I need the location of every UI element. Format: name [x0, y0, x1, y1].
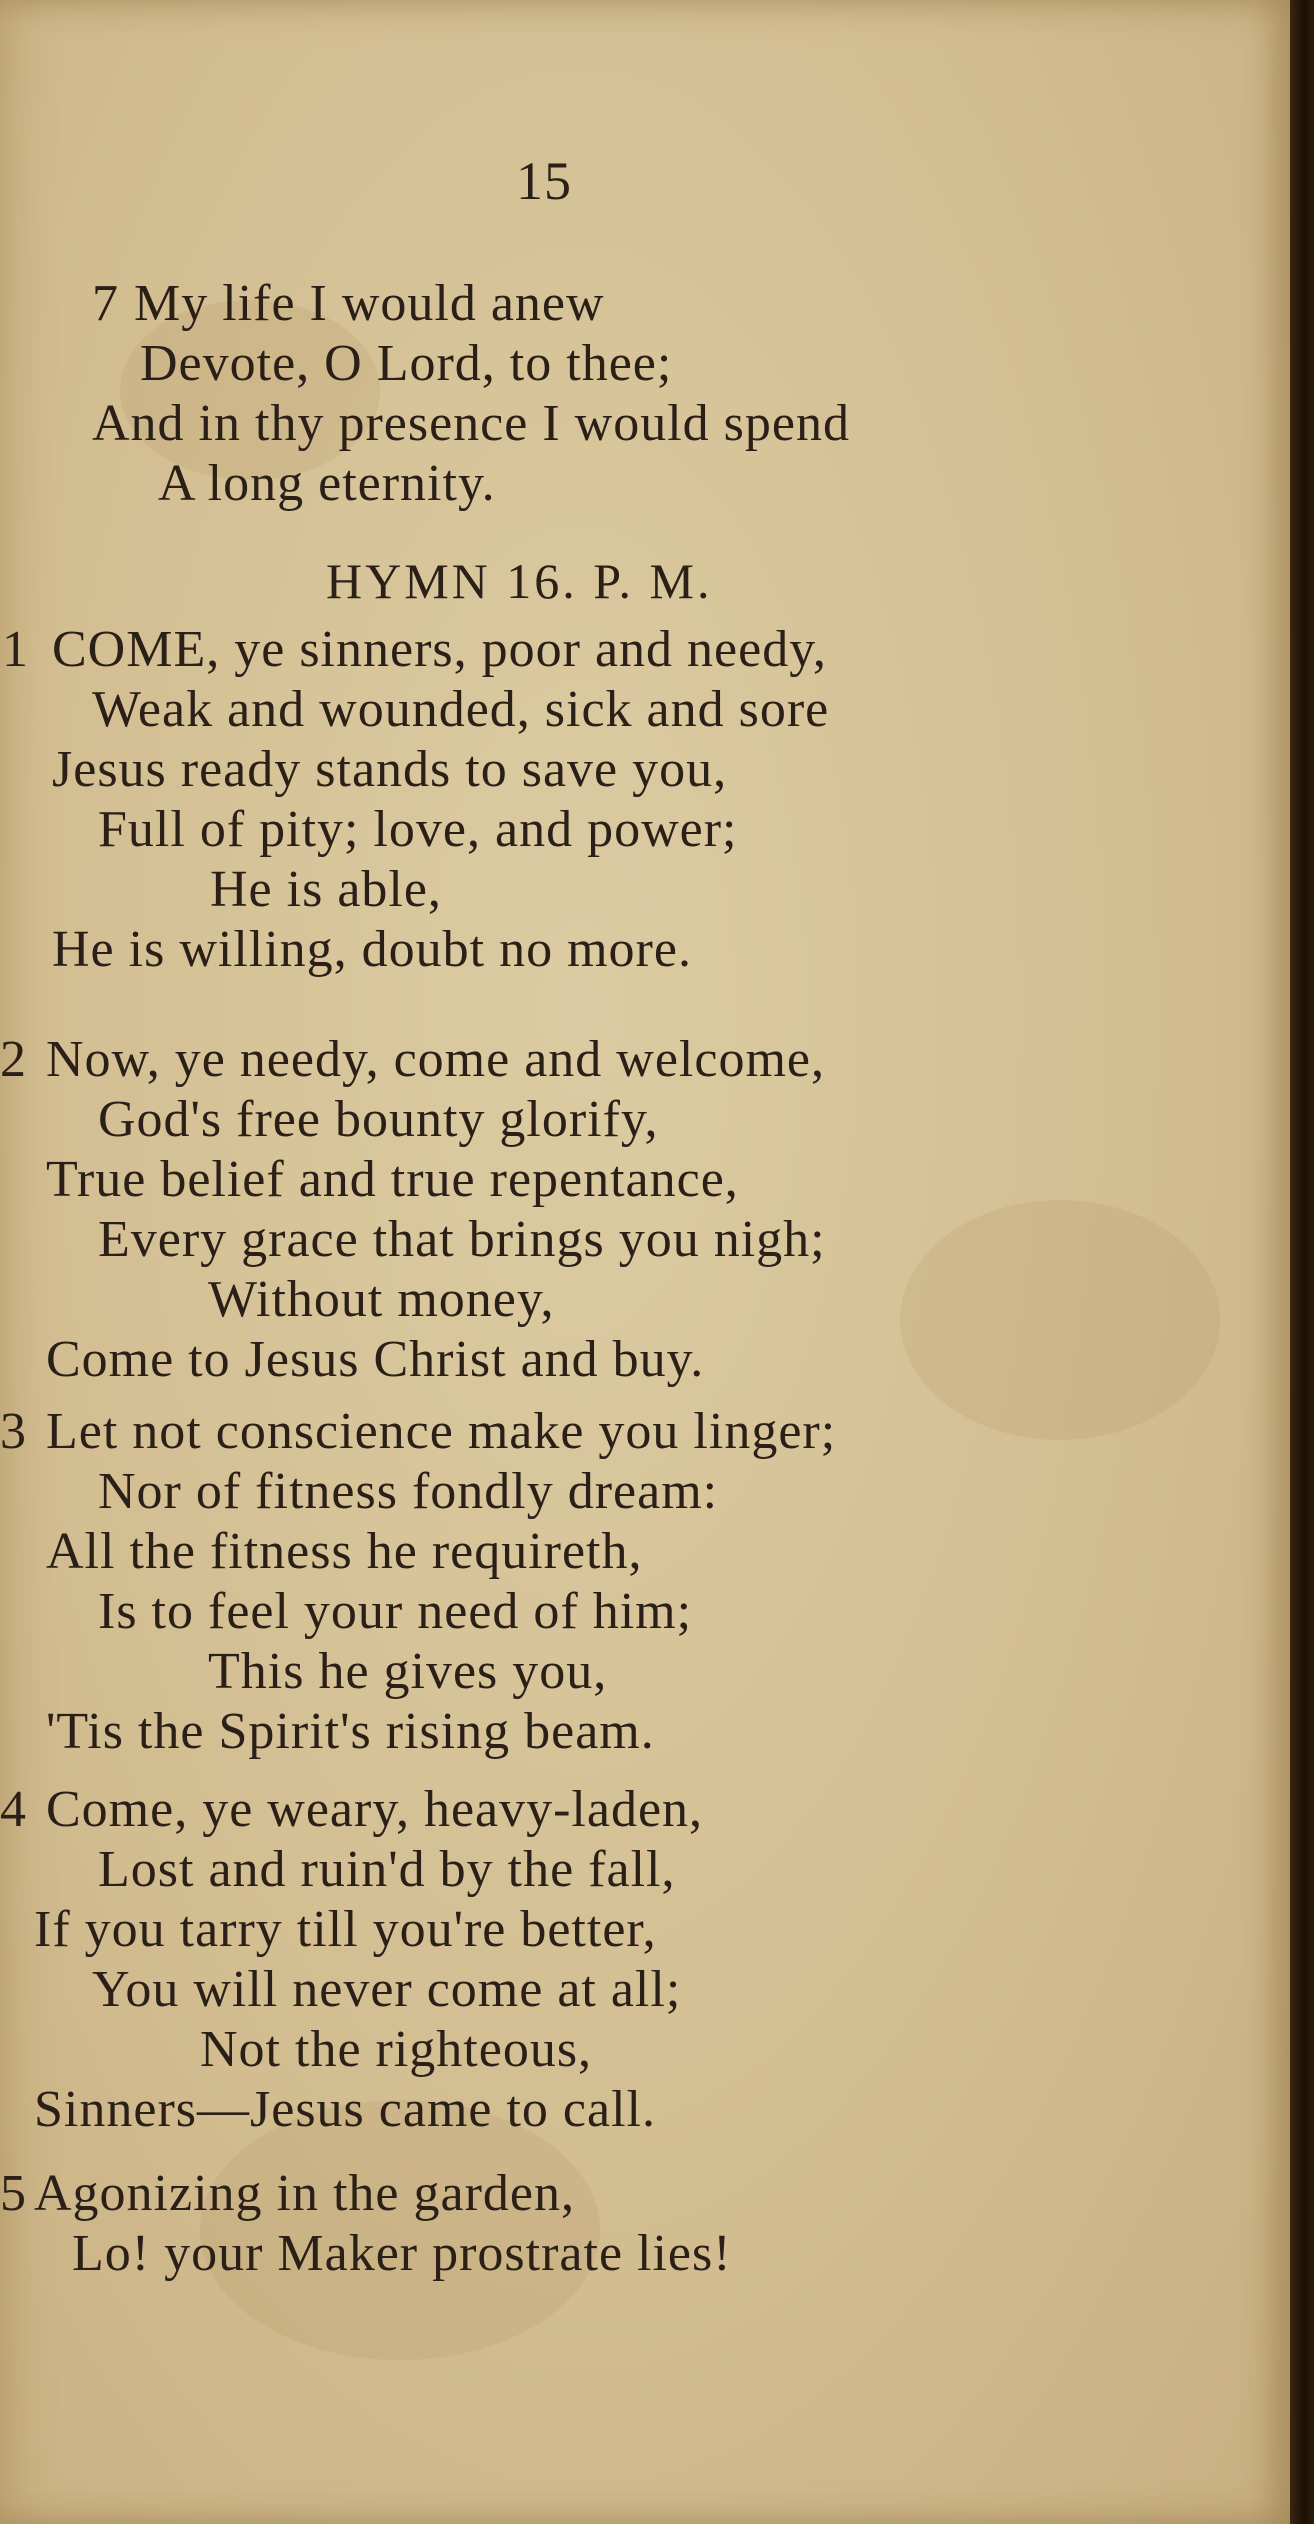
verse-line: Sinners—Jesus came to call. — [34, 2081, 656, 2138]
verse-line: Come to Jesus Christ and buy. — [46, 1331, 705, 1388]
verse-line: True belief and true repentance, — [46, 1151, 739, 1208]
verse-line: A long eternity. — [158, 455, 496, 512]
hymn-title: HYMN 16. P. M. — [326, 553, 713, 609]
verse-line: Without money, — [208, 1271, 555, 1328]
verse-line: Agonizing in the garden, — [34, 2165, 575, 2222]
verse-line: Not the righteous, — [200, 2021, 593, 2078]
verse-number: 5 — [0, 2165, 27, 2222]
verse-line: If you tarry till you're better, — [34, 1901, 657, 1958]
verse-line: Every grace that brings you nigh; — [98, 1211, 826, 1268]
verse-line: Lost and ruin'd by the fall, — [98, 1841, 676, 1898]
verse-line: COME, ye sinners, poor and needy, — [52, 621, 827, 678]
verse-line: Let not conscience make you linger; — [46, 1403, 837, 1460]
verse-line: Now, ye needy, come and welcome, — [46, 1031, 825, 1088]
verse-line: Lo! your Maker prostrate lies! — [72, 2225, 732, 2282]
verse-line: Is to feel your need of him; — [98, 1583, 693, 1640]
verse-line: And in thy presence I would spend — [92, 395, 850, 452]
verse-line: Nor of fitness fondly dream: — [98, 1463, 719, 1520]
verse-line: 'Tis the Spirit's rising beam. — [46, 1703, 655, 1760]
verse-number: 4 — [0, 1781, 27, 1838]
verse-line: Come, ye weary, heavy-laden, — [46, 1781, 704, 1838]
verse-number: 7 — [92, 275, 119, 332]
verse-line: He is able, — [210, 861, 442, 918]
verse-number: 3 — [0, 1403, 27, 1460]
verse-line: All the fitness he requireth, — [46, 1523, 643, 1580]
verse-line: God's free bounty glorify, — [98, 1091, 659, 1148]
verse-line: He is willing, doubt no more. — [52, 921, 692, 978]
paper-stain — [900, 1200, 1220, 1440]
verse-line: You will never come at all; — [92, 1961, 682, 2018]
verse-number: 1 — [2, 621, 29, 678]
verse-line: My life I would anew — [134, 275, 605, 332]
verse-number: 2 — [0, 1031, 27, 1088]
verse-line: Full of pity; love, and power; — [98, 801, 738, 858]
verse-line: This he gives you, — [208, 1643, 608, 1700]
verse-line: Devote, O Lord, to thee; — [140, 335, 673, 392]
verse-line: Weak and wounded, sick and sore — [92, 681, 830, 738]
page-edge-shadow — [1290, 0, 1314, 2524]
page-number: 15 — [516, 151, 572, 211]
verse-line: Jesus ready stands to save you, — [52, 741, 728, 798]
